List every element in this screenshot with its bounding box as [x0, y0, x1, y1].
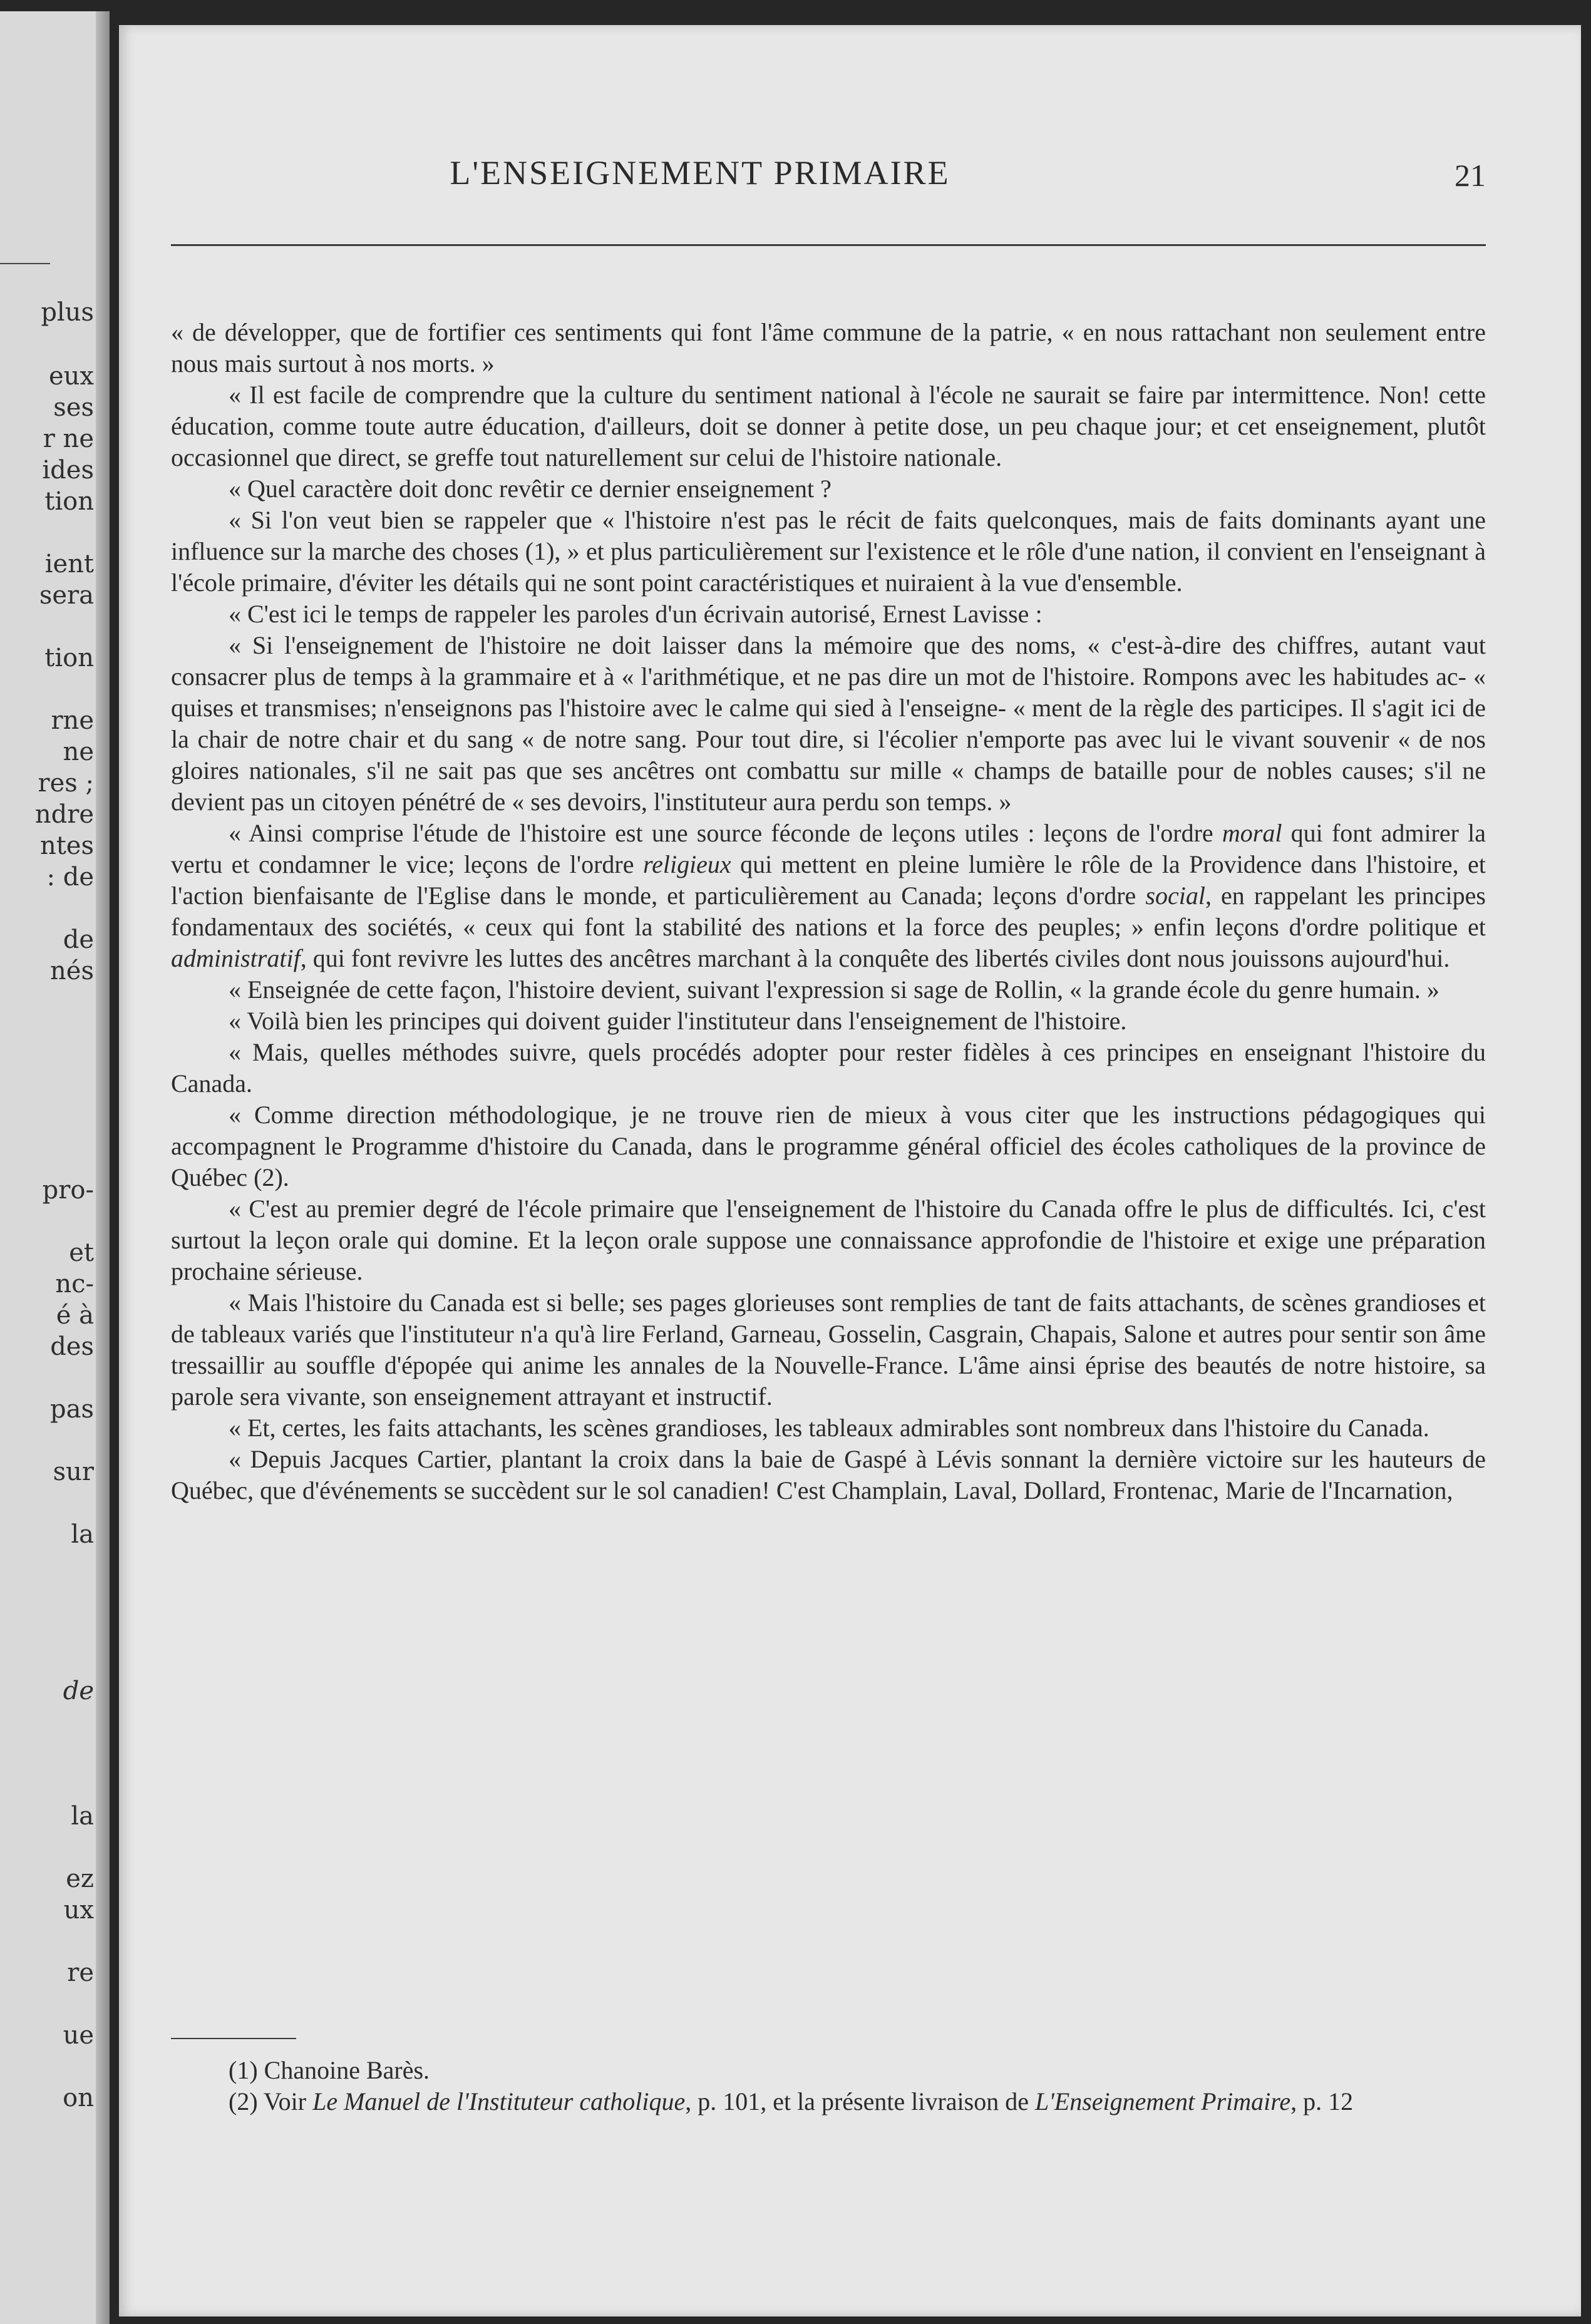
text-run: qui font admirer la vertu et condamner le vice; leçons de l'ordre: [171, 819, 1486, 878]
previous-page-fragment: : de: [46, 863, 94, 892]
previous-page-rule: [0, 263, 50, 264]
previous-page-fragment: ides: [42, 456, 94, 485]
previous-page-fragment: ue: [63, 2021, 94, 2050]
previous-page-fragment: tion: [44, 487, 94, 516]
previous-page-fragment: r ne: [43, 424, 94, 453]
paragraph: « Mais, quelles méthodes suivre, quels procédés adopter pour rester fidèles à ces principes en enseignant l'histoire du Canada.: [171, 1038, 1486, 1098]
paragraph: « Il est facile de comprendre que la culture du sentiment national à l'école ne saurait se faire par intermittence. Non! cette éducation, comme toute autre éducation, d'ailleurs, doit se donner à petite dose, un peu chaque jour; et cet enseignement, plutôt occasionnel que direct, se greffe tout naturellement sur celui de l'histoire nationale.: [171, 381, 1486, 471]
text-run: (2) Voir: [229, 2087, 313, 2116]
previous-page-fragment: ntes: [39, 831, 94, 860]
text-run: , p. 12: [1290, 2087, 1354, 2116]
previous-page-fragment: ez: [66, 1864, 94, 1893]
previous-page-fragment: re: [67, 1958, 94, 1987]
previous-page-fragment: plus: [41, 298, 94, 327]
paragraph: « Et, certes, les faits attachants, les scènes grandioses, les tableaux admirables sont nombreux dans l'histoire du Canada.: [229, 1414, 1429, 1442]
previous-page-fragment: ses: [53, 393, 94, 422]
cited-title: Le Manuel de l'Instituteur catholique: [312, 2087, 686, 2116]
paragraph: « de développer, que de fortifier ces sentiments qui font l'âme commune de la patrie, « en nous rattachant non seulement entre nous mais surtout à nos morts. »: [171, 318, 1486, 378]
previous-page-fragment: res ;: [38, 769, 94, 798]
previous-page-fragment: la: [71, 1802, 94, 1831]
previous-page-fragment: ux: [63, 1896, 94, 1925]
footnote-rule: [171, 2038, 296, 2039]
text-run: , p. 101, et la présente livraison de: [685, 2087, 1035, 2116]
body-text: [171, 317, 1486, 1506]
emphasis-term: moral: [1222, 819, 1282, 847]
previous-page-fragment: ient: [44, 550, 94, 578]
document-page: [119, 25, 1581, 2316]
previous-page-fragment: sera: [39, 581, 94, 610]
emphasis-term: administratif: [171, 944, 301, 972]
previous-page-fragment: nés: [50, 957, 94, 985]
text-run: , en rappelant les principes fondamentaux des sociétés, « ceux qui font la stabilité des nations et la force des peuples; » enfin leçons d'ordre politique et: [171, 882, 1486, 941]
previous-page-fragment: pas: [50, 1395, 94, 1424]
paragraph: « Quel caractère doit donc revêtir ce dernier enseignement ?: [229, 475, 832, 503]
emphasis-term: religieux: [643, 850, 731, 878]
previous-page-fragment: sur: [53, 1458, 94, 1486]
footnote-1: (1) Chanoine Barès.: [229, 2056, 430, 2084]
running-header: [171, 153, 1486, 216]
paragraph: « C'est au premier degré de l'école primaire que l'enseignement de l'histoire du Canada offre le plus de difficultés. Ici, c'est surtout la leçon orale qui domine. Et la leçon orale suppose une connaissance approfondie de l'histoire et exige une préparation prochaine sérieuse.: [171, 1195, 1486, 1285]
running-title: L'ENSEIGNEMENT PRIMAIRE: [450, 154, 950, 192]
previous-page-fragment: des: [50, 1332, 94, 1361]
previous-page-fragment: eux: [49, 362, 94, 391]
footnotes: [171, 2055, 1486, 2117]
previous-page-fragment: nc-: [55, 1270, 94, 1298]
text-run: qui mettent en pleine lumière le rôle de la Providence dans l'histoire, et l'action bienfaisante de l'Eglise dans le monde, et particulièrement au Canada; leçons d'ordre: [171, 850, 1486, 910]
header-rule: [171, 244, 1486, 246]
paragraph: « Enseignée de cette façon, l'histoire devient, suivant l'expression si sage de Rollin, « la grande école du genre humain. »: [229, 975, 1439, 1004]
paragraph: « Depuis Jacques Cartier, plantant la croix dans la baie de Gaspé à Lévis sonnant la dernière victoire sur les hauteurs de Québec, que d'événements se succèdent sur le sol canadien! C'est Champlain, Laval, Dollard, Frontenac, Marie de l'Incarnation,: [171, 1445, 1486, 1504]
footnote-2: [171, 2086, 1486, 2117]
previous-page-fragment: de: [63, 925, 94, 954]
previous-page-fragment: et: [69, 1238, 94, 1267]
paragraph: « Si l'enseignement de l'histoire ne doit laisser dans la mémoire que des noms, « c'est-à-dire des chiffres, autant vaut consacrer plus de temps à la grammaire et à « l'arithmétique, et ne pas dire un mot de l'histoire. Rompons avec les habitudes ac- « quises et transmises; n'enseignons pas l'histoire avec le calme qui sied à l'enseigne- « ment de la règle des participes. Il s'agit ici de la chair de notre chair et du sang « de notre sang. Pour tout dire, si l'écolier n'emporte pas avec lui le vivant souvenir « de nos gloires nationales, s'il ne sait pas que ses ancêtres ont combattu sur mille « champs de bataille pour de nobles causes; s'il ne devient pas un citoyen pénétré de « ses devoirs, l'instituteur aura perdu son temps. »: [171, 631, 1486, 816]
previous-page-fragment: ndre: [34, 800, 94, 829]
paragraph: « Si l'on veut bien se rappeler que « l'histoire n'est pas le récit de faits quelconques, mais de faits dominants ayant une influence sur la marche des choses (1), » et plus particulièrement sur l'existence et le rôle d'une nation, il convient en l'enseignant à l'école primaire, d'éviter les détails qui ne sont point caractéristiques et nuiraient à la vue d'ensemble.: [171, 506, 1486, 597]
cited-title: L'Enseignement Primaire: [1034, 2087, 1291, 2116]
previous-page-fragment: on: [63, 2084, 94, 2112]
paragraph: « C'est ici le temps de rappeler les paroles d'un écrivain autorisé, Ernest Lavisse :: [229, 600, 1043, 628]
previous-page-edge: [0, 11, 110, 2324]
emphasis-term: social: [1145, 882, 1205, 910]
previous-page-fragment: rne: [51, 706, 94, 735]
page-number: 21: [1455, 158, 1486, 193]
previous-page-fragment: pro-: [42, 1176, 94, 1205]
previous-page-fragment: de: [63, 1677, 94, 1705]
paragraph-lessons: [171, 818, 1486, 974]
paragraph: « Comme direction méthodologique, je ne trouve rien de mieux à vous citer que les instructions pédagogiques qui accompagnent le Programme d'histoire du Canada, dans le programme général officiel des écoles catholiques de la province de Québec (2).: [171, 1101, 1486, 1191]
previous-page-fragment: tion: [44, 644, 94, 672]
text-run: « Ainsi comprise l'étude de l'histoire est une source féconde de leçons utiles : leçons de l'ordre: [229, 819, 1222, 847]
previous-page-fragment: la: [71, 1520, 94, 1549]
paragraph: « Mais l'histoire du Canada est si belle; ses pages glorieuses sont remplies de tant de faits attachants, de scènes grandioses et de tableaux variés que l'instituteur n'a qu'à lire Ferland, Garneau, Gosselin, Casgrain, Chapais, Salone et autres pour sentir son âme tressaillir au souffle d'épopée qui anime les annales de la Nouvelle-France. L'âme ainsi éprise des beautés de notre histoire, sa parole sera vivante, son enseignement attrayant et instructif.: [171, 1288, 1486, 1411]
paragraph: « Voilà bien les principes qui doivent guider l'instituteur dans l'enseignement de l'histoire.: [229, 1007, 1127, 1035]
book-gutter: [96, 11, 110, 2324]
previous-page-fragment: é à: [56, 1301, 94, 1330]
previous-page-fragment: ne: [63, 738, 94, 766]
text-run: , qui font revivre les luttes des ancêtres marchant à la conquête des libertés civiles dont nous jouissons aujourd'hui.: [300, 944, 1450, 972]
